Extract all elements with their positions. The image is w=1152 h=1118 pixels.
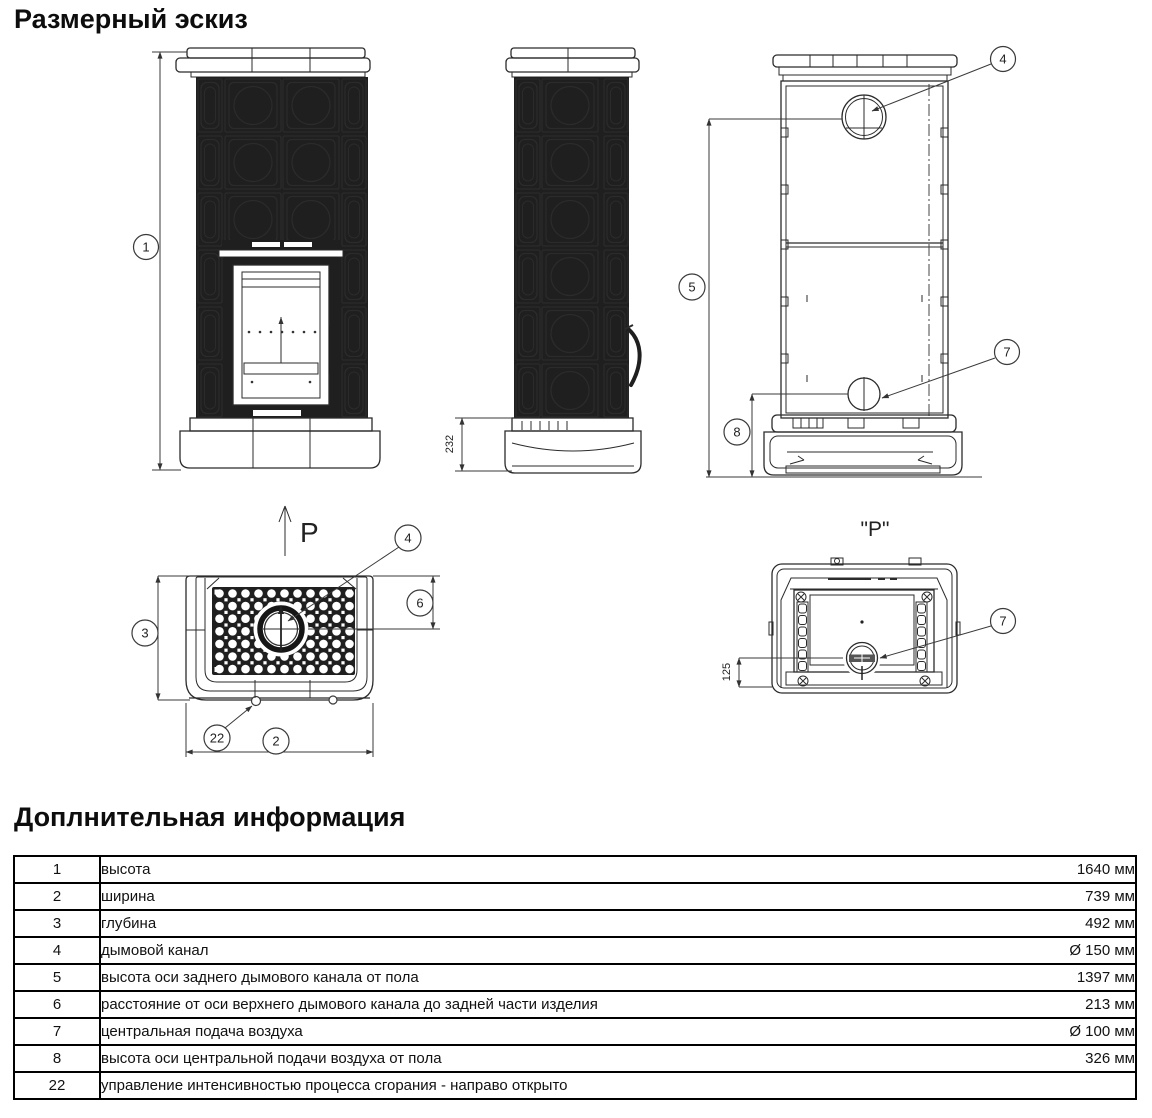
front-knob — [329, 696, 337, 704]
dimension-smoke-axis-height — [679, 119, 842, 477]
callout-combustion-control — [204, 706, 252, 751]
row-value: 739 мм — [1085, 888, 1135, 905]
front-view — [134, 48, 381, 470]
table-row — [14, 883, 1136, 910]
table-row — [14, 1045, 1136, 1072]
row-number: 8 — [14, 1045, 100, 1072]
info-title: Доплнительная информация — [14, 802, 406, 832]
page-title: Размерный эскиз — [14, 4, 248, 34]
table-row — [14, 937, 1136, 964]
row-value: 492 мм — [1085, 915, 1135, 932]
callout-7: 7 — [1003, 344, 1011, 360]
projection-arrow — [279, 506, 319, 556]
p-arrow-label: P — [300, 517, 319, 548]
dim-232-label: 232 — [444, 434, 456, 454]
row-description: высота — [101, 861, 151, 878]
row-value: 1640 мм — [1076, 861, 1135, 878]
row-value: Ø 150 мм — [1069, 942, 1135, 959]
table-row — [14, 991, 1136, 1018]
row-description: глубина — [101, 915, 157, 932]
table-row — [14, 856, 1136, 883]
air-supply-opening — [848, 377, 880, 411]
row-number: 1 — [14, 856, 100, 883]
row-description: управление интенсивностью процесса сгорания - направо открыто — [101, 1077, 568, 1094]
dim-125-label: 125 — [721, 662, 733, 682]
row-number: 3 — [14, 910, 100, 937]
callout-4b: 4 — [404, 530, 412, 546]
row-number: 5 — [14, 964, 100, 991]
table-row — [14, 1018, 1136, 1045]
row-number: 7 — [14, 1018, 100, 1045]
callout-6: 6 — [416, 595, 424, 611]
side-view — [444, 48, 641, 473]
smoke-channel-opening — [842, 95, 886, 139]
dimension-232 — [444, 418, 512, 471]
callout-4: 4 — [999, 51, 1007, 67]
callout-smoke-channel — [872, 47, 1016, 112]
p-view-label: "P" — [860, 518, 890, 541]
row-value: Ø 100 мм — [1069, 1023, 1135, 1040]
row-number: 4 — [14, 937, 100, 964]
row-description: центральная подача воздуха — [101, 1023, 303, 1040]
callout-2: 2 — [272, 733, 280, 749]
stove-door — [219, 240, 343, 416]
row-description: дымовой канал — [101, 942, 209, 959]
callout-22: 22 — [209, 730, 225, 746]
callout-1: 1 — [142, 239, 150, 255]
table-row — [14, 1072, 1136, 1099]
row-value: 326 мм — [1085, 1050, 1135, 1067]
row-description: расстояние от оси верхнего дымового канала до задней части изделия — [101, 996, 598, 1013]
callout-5: 5 — [688, 279, 696, 295]
clip-strip-left — [797, 602, 808, 672]
back-view — [679, 47, 1020, 478]
callout-8: 8 — [733, 424, 741, 440]
row-description: высота оси центральной подачи воздуха от пола — [101, 1050, 442, 1067]
dimension-height — [134, 52, 188, 470]
callout-air-supply — [882, 340, 1020, 399]
table-row — [14, 910, 1136, 937]
row-value: 213 мм — [1085, 996, 1135, 1013]
top-view — [132, 506, 440, 757]
spec-table — [13, 855, 1137, 1100]
p-air-supply — [843, 639, 881, 680]
row-value: 1397 мм — [1076, 969, 1135, 986]
row-number: 6 — [14, 991, 100, 1018]
row-number: 2 — [14, 883, 100, 910]
table-row — [14, 964, 1136, 991]
row-description: высота оси заднего дымового канала от пола — [101, 969, 419, 986]
row-description: ширина — [101, 888, 155, 905]
p-view — [721, 518, 1016, 693]
callout-7b: 7 — [999, 613, 1007, 629]
clip-strip-right — [916, 602, 927, 672]
air-control-knob — [252, 697, 261, 706]
callout-3: 3 — [141, 625, 149, 641]
row-number: 22 — [14, 1072, 100, 1099]
top-smoke-channel — [254, 602, 309, 657]
